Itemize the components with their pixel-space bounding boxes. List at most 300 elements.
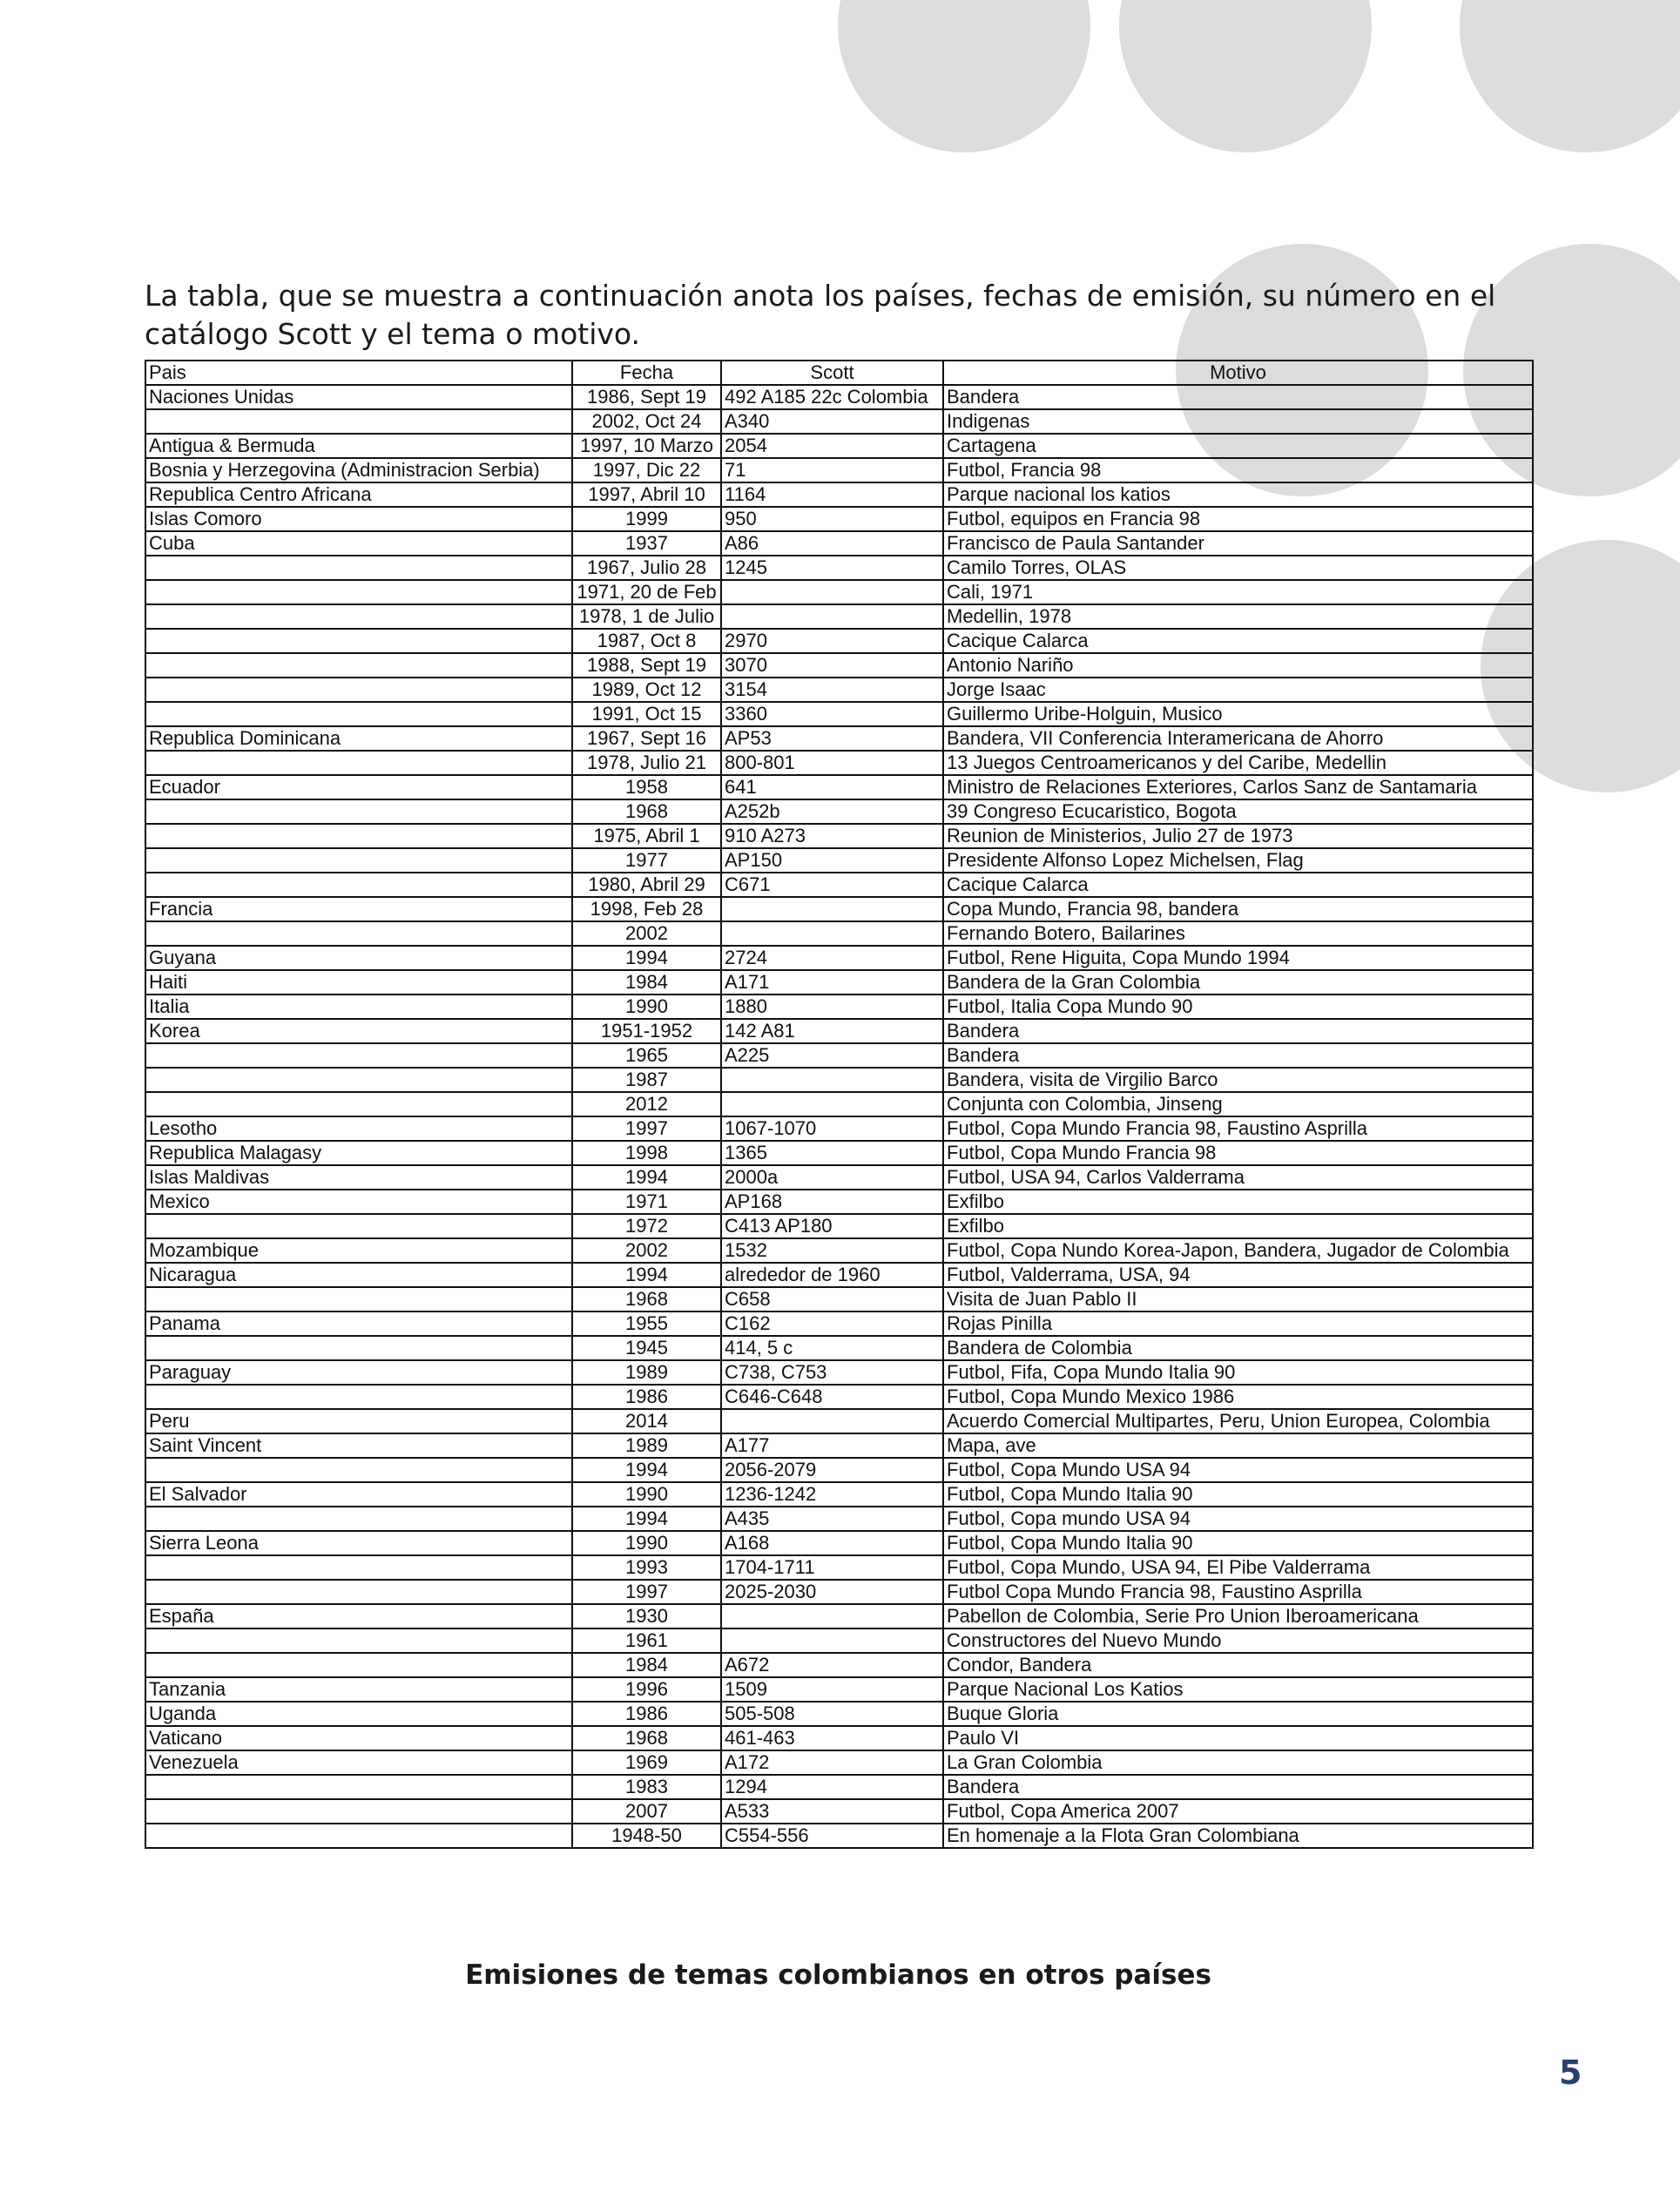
cell-motivo: Futbol, Francia 98 — [943, 458, 1533, 482]
cell-pais — [145, 1507, 572, 1531]
decorative-circle-2 — [1119, 0, 1372, 152]
cell-pais: Mexico — [145, 1190, 572, 1214]
cell-pais: Cuba — [145, 531, 572, 556]
cell-scott: A172 — [721, 1750, 943, 1775]
table-row — [145, 1263, 1533, 1287]
cell-scott: A171 — [721, 970, 943, 995]
cell-fecha: 1967, Julio 28 — [572, 556, 721, 580]
table-row — [145, 678, 1533, 702]
cell-fecha: 1969 — [572, 1750, 721, 1775]
cell-fecha: 1988, Sept 19 — [572, 653, 721, 678]
cell-motivo: Futbol, Copa Nundo Korea-Japon, Bandera, Jugador de Colombia — [943, 1238, 1533, 1263]
cell-scott: A225 — [721, 1043, 943, 1068]
cell-fecha: 1990 — [572, 1482, 721, 1507]
cell-pais — [145, 1336, 572, 1360]
cell-fecha: 1987, Oct 8 — [572, 629, 721, 653]
cell-fecha: 1994 — [572, 946, 721, 970]
cell-pais: España — [145, 1604, 572, 1628]
cell-scott: C554-556 — [721, 1824, 943, 1848]
cell-motivo: Cartagena — [943, 434, 1533, 458]
cell-motivo: Futbol, Copa mundo USA 94 — [943, 1507, 1533, 1531]
cell-pais: Francia — [145, 897, 572, 921]
cell-scott: 2970 — [721, 629, 943, 653]
cell-scott: 1880 — [721, 995, 943, 1019]
table-row — [145, 1385, 1533, 1409]
cell-pais — [145, 580, 572, 604]
cell-fecha: 1997 — [572, 1580, 721, 1604]
cell-pais — [145, 409, 572, 434]
cell-pais — [145, 1043, 572, 1068]
cell-scott: 1365 — [721, 1141, 943, 1165]
table-row — [145, 1628, 1533, 1653]
cell-fecha: 1948-50 — [572, 1824, 721, 1848]
cell-pais — [145, 848, 572, 873]
table-row — [145, 1507, 1533, 1531]
cell-scott — [721, 1068, 943, 1092]
table-row — [145, 1214, 1533, 1238]
cell-motivo: Buque Gloria — [943, 1702, 1533, 1726]
table-row — [145, 1775, 1533, 1799]
table-row — [145, 1141, 1533, 1165]
cell-fecha: 2007 — [572, 1799, 721, 1824]
table-row — [145, 458, 1533, 482]
cell-pais: Uganda — [145, 1702, 572, 1726]
cell-pais: Saint Vincent — [145, 1433, 572, 1458]
table-row — [145, 1531, 1533, 1555]
cell-fecha: 1989 — [572, 1360, 721, 1385]
header-scott: Scott — [721, 361, 943, 385]
cell-fecha: 1993 — [572, 1555, 721, 1580]
cell-pais: Italia — [145, 995, 572, 1019]
cell-fecha: 1987 — [572, 1068, 721, 1092]
cell-fecha: 1971, 20 de Feb — [572, 580, 721, 604]
cell-pais — [145, 1628, 572, 1653]
cell-scott: 461-463 — [721, 1726, 943, 1750]
table-row — [145, 1092, 1533, 1116]
cell-fecha: 1978, 1 de Julio — [572, 604, 721, 629]
cell-motivo: Exfilbo — [943, 1214, 1533, 1238]
cell-fecha: 1997, 10 Marzo — [572, 434, 721, 458]
cell-fecha: 1968 — [572, 1726, 721, 1750]
cell-pais: Islas Maldivas — [145, 1165, 572, 1190]
cell-fecha: 1986 — [572, 1702, 721, 1726]
cell-motivo: Constructores del Nuevo Mundo — [943, 1628, 1533, 1653]
cell-fecha: 1998, Feb 28 — [572, 897, 721, 921]
cell-fecha: 1994 — [572, 1165, 721, 1190]
table-row — [145, 970, 1533, 995]
cell-motivo: Cacique Calarca — [943, 629, 1533, 653]
cell-scott: 1294 — [721, 1775, 943, 1799]
cell-motivo: Parque nacional los katios — [943, 482, 1533, 507]
table-row — [145, 1238, 1533, 1263]
cell-scott: C738, C753 — [721, 1360, 943, 1385]
cell-scott: 910 A273 — [721, 824, 943, 848]
table-row — [145, 507, 1533, 531]
cell-scott: 1067-1070 — [721, 1116, 943, 1141]
cell-motivo: Parque Nacional Los Katios — [943, 1677, 1533, 1702]
table-row — [145, 726, 1533, 751]
cell-motivo: Bandera de Colombia — [943, 1336, 1533, 1360]
cell-pais: Naciones Unidas — [145, 385, 572, 409]
table-row — [145, 1312, 1533, 1336]
cell-pais — [145, 1068, 572, 1092]
cell-fecha: 1977 — [572, 848, 721, 873]
table-row — [145, 1580, 1533, 1604]
cell-pais: Nicaragua — [145, 1263, 572, 1287]
cell-scott: 1236-1242 — [721, 1482, 943, 1507]
cell-motivo: 39 Congreso Ecucaristico, Bogota — [943, 799, 1533, 824]
table-row — [145, 629, 1533, 653]
cell-fecha: 1978, Julio 21 — [572, 751, 721, 775]
cell-pais: Tanzania — [145, 1677, 572, 1702]
cell-pais — [145, 1287, 572, 1312]
header-motivo: Motivo — [943, 361, 1533, 385]
header-pais: Pais — [145, 361, 572, 385]
cell-fecha: 1975, Abril 1 — [572, 824, 721, 848]
cell-scott: AP168 — [721, 1190, 943, 1214]
table-row — [145, 409, 1533, 434]
table-row — [145, 556, 1533, 580]
cell-fecha: 1937 — [572, 531, 721, 556]
cell-motivo: Rojas Pinilla — [943, 1312, 1533, 1336]
cell-motivo: Guillermo Uribe-Holguin, Musico — [943, 702, 1533, 726]
cell-pais — [145, 604, 572, 629]
table-row — [145, 921, 1533, 946]
intro-paragraph: La tabla, que se muestra a continuación anota los países, fechas de emisión, su número en el catálogo Scott y el tema o motivo. — [145, 279, 1496, 351]
cell-fecha: 2012 — [572, 1092, 721, 1116]
table-row — [145, 1702, 1533, 1726]
cell-motivo: Futbol Copa Mundo Francia 98, Faustino Asprilla — [943, 1580, 1533, 1604]
cell-pais — [145, 921, 572, 946]
cell-fecha: 1989 — [572, 1433, 721, 1458]
cell-scott — [721, 604, 943, 629]
cell-motivo: Futbol, Copa Mundo Italia 90 — [943, 1482, 1533, 1507]
cell-scott: C658 — [721, 1287, 943, 1312]
table-row — [145, 1433, 1533, 1458]
table-row — [145, 1409, 1533, 1433]
cell-fecha: 1989, Oct 12 — [572, 678, 721, 702]
cell-motivo: Visita de Juan Pablo II — [943, 1287, 1533, 1312]
cell-pais: Mozambique — [145, 1238, 572, 1263]
cell-motivo: Francisco de Paula Santander — [943, 531, 1533, 556]
table-row — [145, 1190, 1533, 1214]
table-row — [145, 1458, 1533, 1482]
cell-pais: Republica Dominicana — [145, 726, 572, 751]
table-row — [145, 1824, 1533, 1848]
cell-fecha: 1951-1952 — [572, 1019, 721, 1043]
table-row — [145, 897, 1533, 921]
cell-motivo: Jorge Isaac — [943, 678, 1533, 702]
cell-scott — [721, 580, 943, 604]
cell-fecha: 1986 — [572, 1385, 721, 1409]
cell-scott: 505-508 — [721, 1702, 943, 1726]
cell-motivo: Fernando Botero, Bailarines — [943, 921, 1533, 946]
table-row — [145, 434, 1533, 458]
cell-pais — [145, 824, 572, 848]
cell-fecha: 1968 — [572, 799, 721, 824]
cell-scott: 950 — [721, 507, 943, 531]
cell-pais: El Salvador — [145, 1482, 572, 1507]
cell-motivo: Futbol, USA 94, Carlos Valderrama — [943, 1165, 1533, 1190]
cell-scott: AP150 — [721, 848, 943, 873]
cell-motivo: 13 Juegos Centroamericanos y del Caribe, Medellin — [943, 751, 1533, 775]
cell-pais — [145, 873, 572, 897]
decorative-circle-1 — [838, 0, 1090, 152]
cell-pais — [145, 1775, 572, 1799]
cell-fecha: 1971 — [572, 1190, 721, 1214]
table-row — [145, 482, 1533, 507]
cell-scott: A252b — [721, 799, 943, 824]
table-row — [145, 1555, 1533, 1580]
cell-scott: A168 — [721, 1531, 943, 1555]
cell-pais — [145, 751, 572, 775]
table-row — [145, 946, 1533, 970]
cell-scott: 3360 — [721, 702, 943, 726]
cell-fecha: 1967, Sept 16 — [572, 726, 721, 751]
table-row — [145, 1677, 1533, 1702]
cell-scott: 414, 5 c — [721, 1336, 943, 1360]
table-row — [145, 824, 1533, 848]
table-row — [145, 1019, 1533, 1043]
cell-scott: 3154 — [721, 678, 943, 702]
cell-motivo: Medellin, 1978 — [943, 604, 1533, 629]
cell-motivo: Bandera — [943, 1019, 1533, 1043]
cell-pais: Korea — [145, 1019, 572, 1043]
cell-pais: Sierra Leona — [145, 1531, 572, 1555]
cell-scott: 492 A185 22c Colombia — [721, 385, 943, 409]
cell-motivo: Cacique Calarca — [943, 873, 1533, 897]
cell-fecha: 1930 — [572, 1604, 721, 1628]
cell-scott — [721, 1092, 943, 1116]
cell-motivo: Copa Mundo, Francia 98, bandera — [943, 897, 1533, 921]
cell-scott — [721, 1409, 943, 1433]
cell-scott — [721, 1628, 943, 1653]
cell-fecha: 2002 — [572, 1238, 721, 1263]
cell-motivo: Futbol, Copa Mundo USA 94 — [943, 1458, 1533, 1482]
cell-fecha: 1984 — [572, 1653, 721, 1677]
cell-motivo: Pabellon de Colombia, Serie Pro Union Iberoamericana — [943, 1604, 1533, 1628]
table-row — [145, 775, 1533, 799]
cell-motivo: Acuerdo Comercial Multipartes, Peru, Union Europea, Colombia — [943, 1409, 1533, 1433]
cell-motivo: Conjunta con Colombia, Jinseng — [943, 1092, 1533, 1116]
cell-fecha: 1997 — [572, 1116, 721, 1141]
cell-pais: Panama — [145, 1312, 572, 1336]
cell-fecha: 2014 — [572, 1409, 721, 1433]
cell-pais — [145, 702, 572, 726]
cell-fecha: 1958 — [572, 775, 721, 799]
cell-fecha: 1991, Oct 15 — [572, 702, 721, 726]
table-row — [145, 1116, 1533, 1141]
cell-motivo: Futbol, Rene Higuita, Copa Mundo 1994 — [943, 946, 1533, 970]
table-row — [145, 702, 1533, 726]
cell-fecha: 1980, Abril 29 — [572, 873, 721, 897]
cell-motivo: Futbol, Valderrama, USA, 94 — [943, 1263, 1533, 1287]
cell-scott: C646-C648 — [721, 1385, 943, 1409]
cell-scott: 1704-1711 — [721, 1555, 943, 1580]
cell-motivo: Futbol, Fifa, Copa Mundo Italia 90 — [943, 1360, 1533, 1385]
table-row — [145, 1336, 1533, 1360]
cell-fecha: 1986, Sept 19 — [572, 385, 721, 409]
cell-pais: Republica Malagasy — [145, 1141, 572, 1165]
cell-scott: 1509 — [721, 1677, 943, 1702]
cell-pais — [145, 799, 572, 824]
stamps-table — [145, 360, 1534, 1849]
cell-pais — [145, 1580, 572, 1604]
cell-pais: Venezuela — [145, 1750, 572, 1775]
cell-motivo: Condor, Bandera — [943, 1653, 1533, 1677]
cell-fecha: 1983 — [572, 1775, 721, 1799]
cell-scott: 800-801 — [721, 751, 943, 775]
table-row — [145, 604, 1533, 629]
cell-scott: A435 — [721, 1507, 943, 1531]
cell-pais — [145, 629, 572, 653]
cell-pais — [145, 1458, 572, 1482]
cell-pais — [145, 1653, 572, 1677]
cell-motivo: En homenaje a la Flota Gran Colombiana — [943, 1824, 1533, 1848]
cell-fecha: 1955 — [572, 1312, 721, 1336]
cell-scott: 2025-2030 — [721, 1580, 943, 1604]
cell-fecha: 1994 — [572, 1458, 721, 1482]
cell-fecha: 1984 — [572, 970, 721, 995]
cell-motivo: Futbol, Copa Mundo Mexico 1986 — [943, 1385, 1533, 1409]
table-row — [145, 1068, 1533, 1092]
cell-fecha: 1945 — [572, 1336, 721, 1360]
cell-scott — [721, 897, 943, 921]
cell-motivo: Futbol, Copa Mundo, USA 94, El Pibe Valderrama — [943, 1555, 1533, 1580]
cell-motivo: Bandera, visita de Virgilio Barco — [943, 1068, 1533, 1092]
cell-fecha: 1990 — [572, 995, 721, 1019]
table-body — [145, 385, 1533, 1848]
cell-motivo: Camilo Torres, OLAS — [943, 556, 1533, 580]
page-number: 5 — [1559, 2053, 1582, 2092]
cell-scott: 2724 — [721, 946, 943, 970]
cell-scott: alrededor de 1960 — [721, 1263, 943, 1287]
cell-motivo: Futbol, Copa Mundo Italia 90 — [943, 1531, 1533, 1555]
table-row — [145, 873, 1533, 897]
cell-fecha: 1996 — [572, 1677, 721, 1702]
cell-scott: A340 — [721, 409, 943, 434]
table-row — [145, 580, 1533, 604]
cell-motivo: Paulo VI — [943, 1726, 1533, 1750]
cell-scott: 3070 — [721, 653, 943, 678]
cell-scott: A86 — [721, 531, 943, 556]
cell-pais — [145, 1214, 572, 1238]
table-row — [145, 1653, 1533, 1677]
table-row — [145, 1043, 1533, 1068]
cell-scott: C162 — [721, 1312, 943, 1336]
cell-motivo: Futbol, Copa Mundo Francia 98, Faustino Asprilla — [943, 1116, 1533, 1141]
cell-scott: 2054 — [721, 434, 943, 458]
stamps-table-container — [145, 360, 1532, 1849]
table-row — [145, 995, 1533, 1019]
cell-pais: Guyana — [145, 946, 572, 970]
cell-scott: 641 — [721, 775, 943, 799]
table-row — [145, 799, 1533, 824]
cell-fecha: 1997, Dic 22 — [572, 458, 721, 482]
cell-motivo: Bandera — [943, 1775, 1533, 1799]
cell-pais: Paraguay — [145, 1360, 572, 1385]
cell-pais — [145, 556, 572, 580]
cell-motivo: Cali, 1971 — [943, 580, 1533, 604]
table-row — [145, 1799, 1533, 1824]
cell-pais — [145, 1799, 572, 1824]
cell-scott: C413 AP180 — [721, 1214, 943, 1238]
header-fecha: Fecha — [572, 361, 721, 385]
cell-motivo: Futbol, Copa Mundo Francia 98 — [943, 1141, 1533, 1165]
cell-fecha: 1972 — [572, 1214, 721, 1238]
cell-motivo: Bandera de la Gran Colombia — [943, 970, 1533, 995]
cell-motivo: Bandera — [943, 385, 1533, 409]
cell-fecha: 1999 — [572, 507, 721, 531]
cell-fecha: 2002, Oct 24 — [572, 409, 721, 434]
cell-fecha: 1997, Abril 10 — [572, 482, 721, 507]
table-row — [145, 1604, 1533, 1628]
cell-fecha: 1998 — [572, 1141, 721, 1165]
cell-motivo: Exfilbo — [943, 1190, 1533, 1214]
cell-scott — [721, 921, 943, 946]
cell-scott: 1532 — [721, 1238, 943, 1263]
table-row — [145, 653, 1533, 678]
cell-motivo: Futbol, Italia Copa Mundo 90 — [943, 995, 1533, 1019]
cell-fecha: 1994 — [572, 1507, 721, 1531]
cell-fecha: 1961 — [572, 1628, 721, 1653]
cell-scott: 142 A81 — [721, 1019, 943, 1043]
table-row — [145, 1482, 1533, 1507]
table-row — [145, 751, 1533, 775]
table-row — [145, 1360, 1533, 1385]
cell-pais: Lesotho — [145, 1116, 572, 1141]
cell-scott: 2000a — [721, 1165, 943, 1190]
cell-scott: A177 — [721, 1433, 943, 1458]
table-row — [145, 848, 1533, 873]
cell-motivo: Indigenas — [943, 409, 1533, 434]
cell-pais — [145, 653, 572, 678]
cell-fecha: 1994 — [572, 1263, 721, 1287]
table-row — [145, 1726, 1533, 1750]
cell-motivo: Futbol, equipos en Francia 98 — [943, 507, 1533, 531]
cell-pais — [145, 1555, 572, 1580]
cell-motivo: Bandera — [943, 1043, 1533, 1068]
cell-motivo: Antonio Nariño — [943, 653, 1533, 678]
cell-scott: 1245 — [721, 556, 943, 580]
cell-motivo: Ministro de Relaciones Exteriores, Carlos Sanz de Santamaria — [943, 775, 1533, 799]
table-row — [145, 1165, 1533, 1190]
cell-pais: Peru — [145, 1409, 572, 1433]
cell-fecha: 1968 — [572, 1287, 721, 1312]
cell-scott: 71 — [721, 458, 943, 482]
cell-pais — [145, 1385, 572, 1409]
cell-motivo: Presidente Alfonso Lopez Michelsen, Flag — [943, 848, 1533, 873]
cell-scott: AP53 — [721, 726, 943, 751]
table-header-row — [145, 361, 1533, 385]
table-caption: Emisiones de temas colombianos en otros países — [465, 1959, 1211, 1991]
cell-scott — [721, 1604, 943, 1628]
cell-pais: Antigua & Bermuda — [145, 434, 572, 458]
cell-pais — [145, 1092, 572, 1116]
cell-pais — [145, 678, 572, 702]
cell-fecha: 1990 — [572, 1531, 721, 1555]
cell-scott: 1164 — [721, 482, 943, 507]
cell-scott: A672 — [721, 1653, 943, 1677]
cell-motivo: Futbol, Copa America 2007 — [943, 1799, 1533, 1824]
decorative-circle-3 — [1460, 0, 1680, 152]
cell-pais: Bosnia y Herzegovina (Administracion Serbia) — [145, 458, 572, 482]
cell-pais: Vaticano — [145, 1726, 572, 1750]
table-row — [145, 1750, 1533, 1775]
table-row — [145, 531, 1533, 556]
cell-pais — [145, 1824, 572, 1848]
table-row — [145, 385, 1533, 409]
